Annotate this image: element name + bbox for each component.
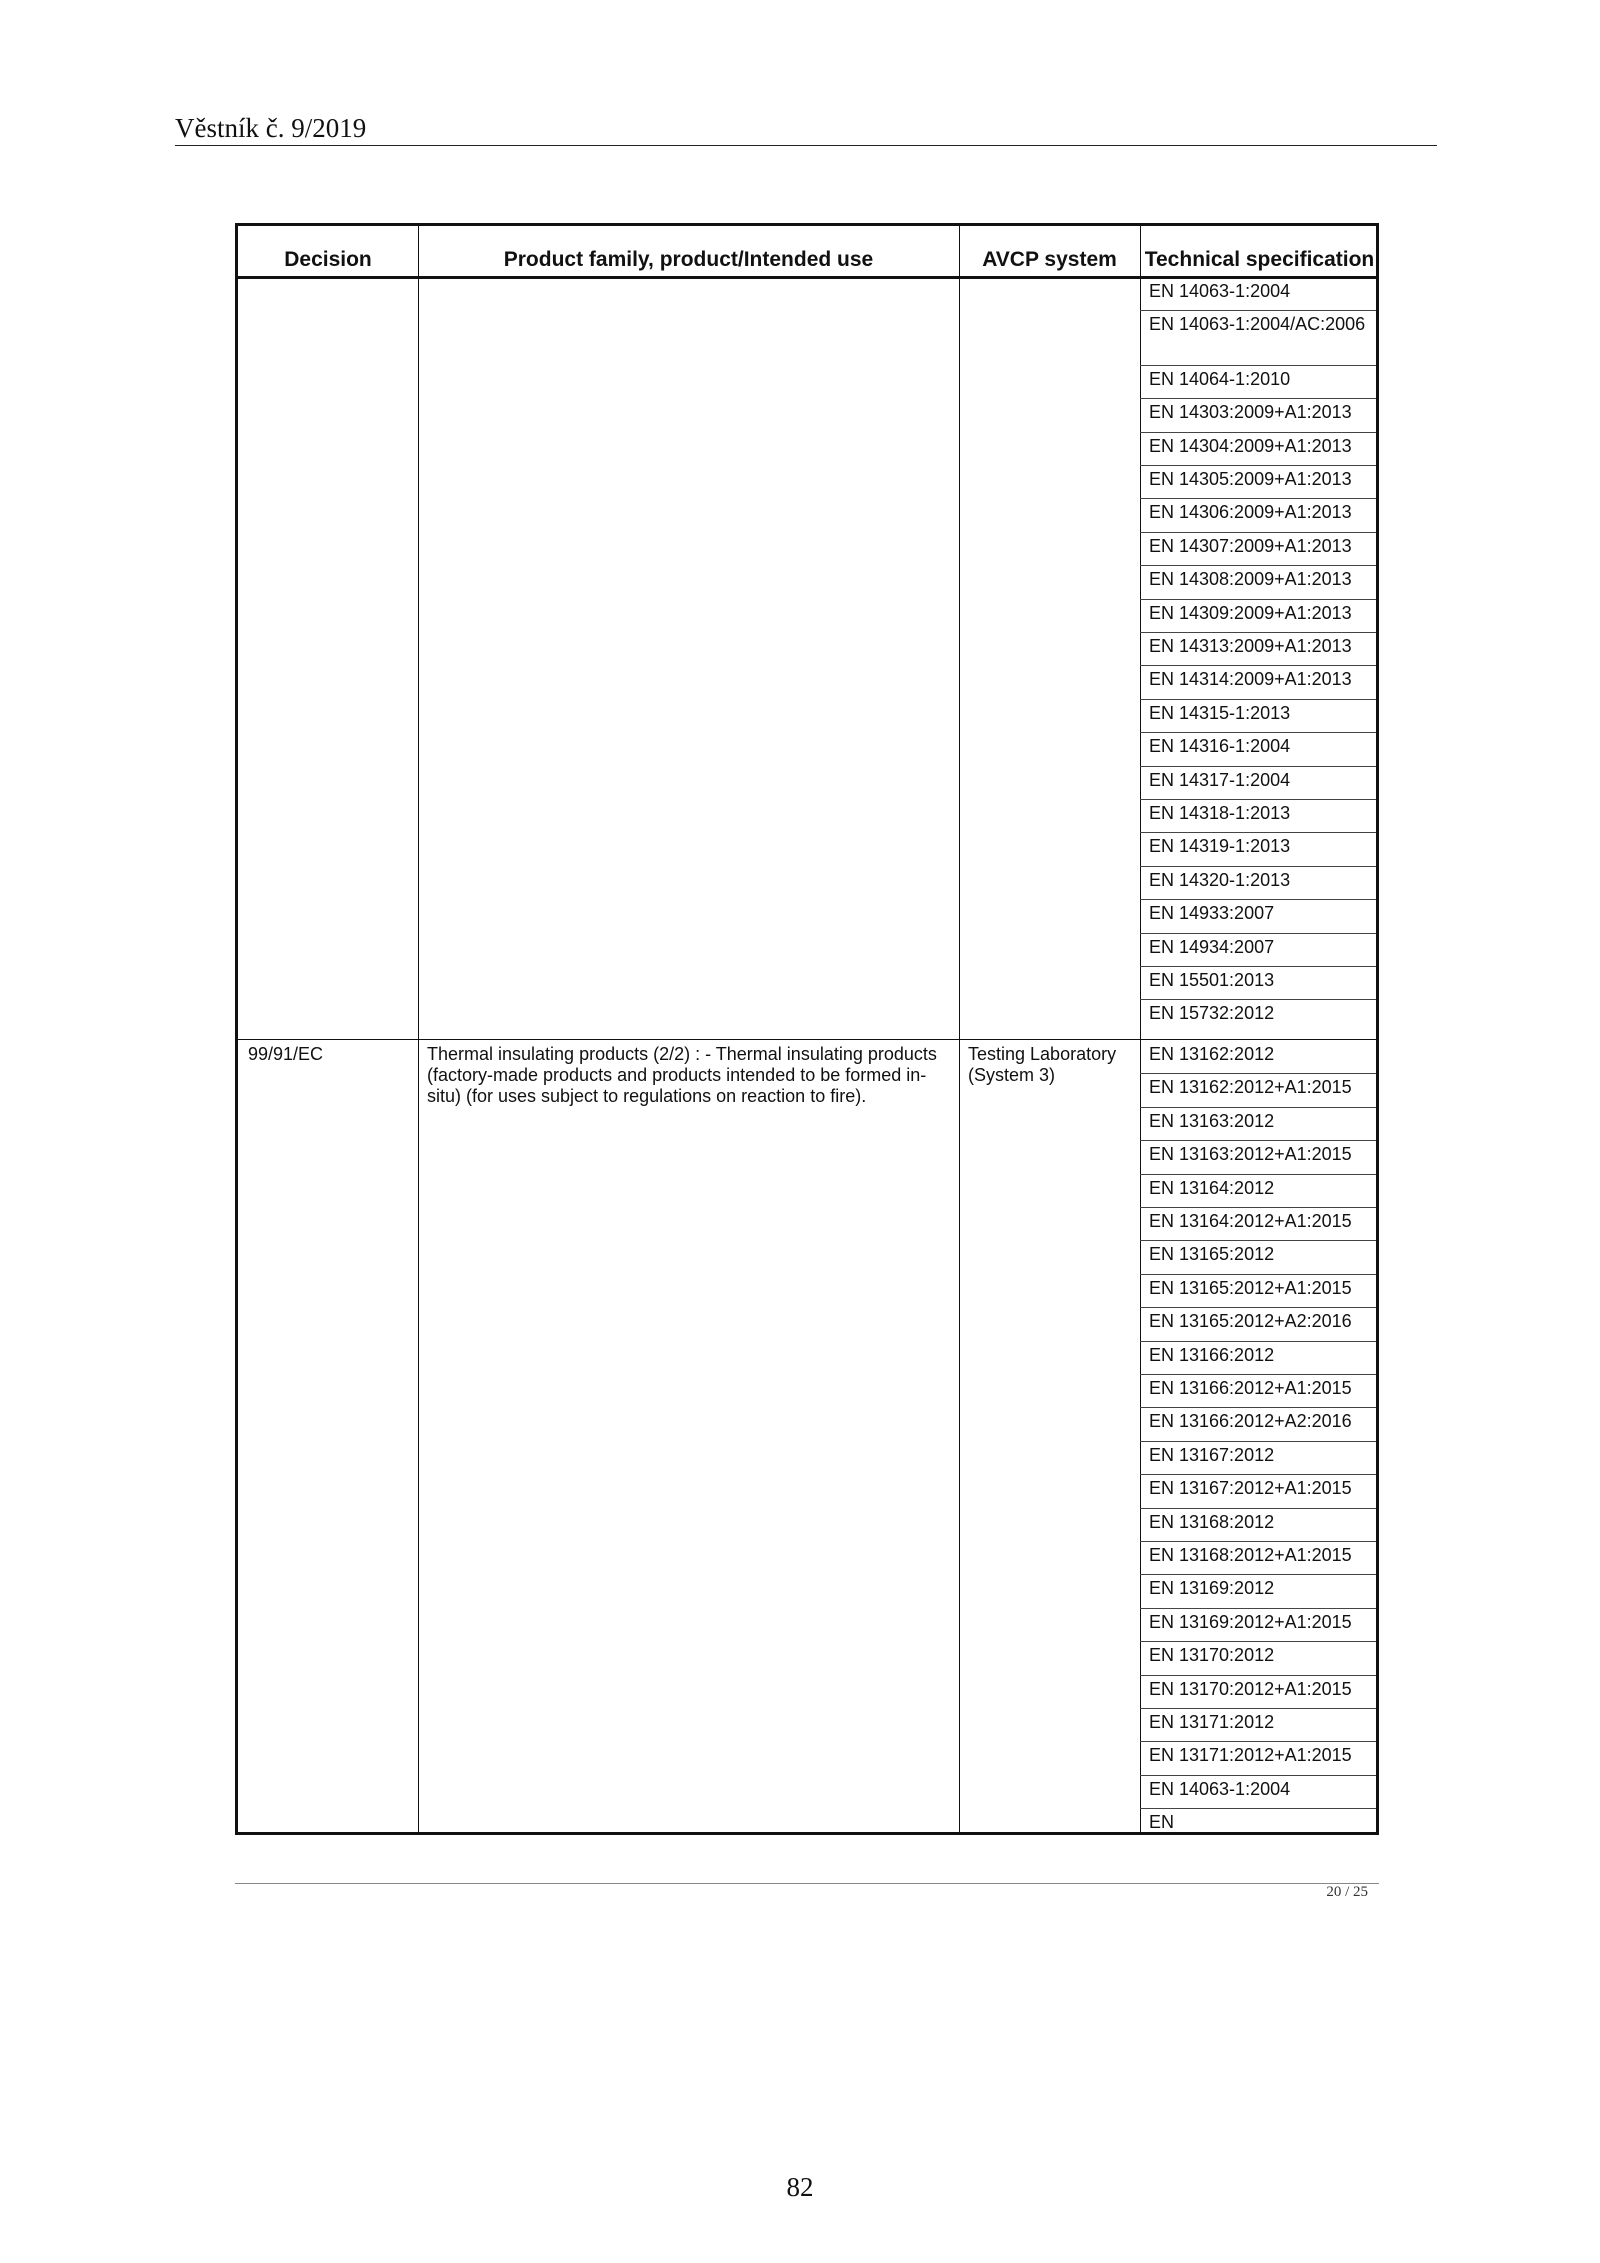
page-number: 82 — [786, 2172, 814, 2202]
spec-item: EN 13162:2012+A1:2015 — [1149, 1077, 1352, 1098]
spec-row-rule — [1140, 1240, 1376, 1241]
standards-table — [235, 223, 1379, 1835]
spec-item: EN 14304:2009+A1:2013 — [1149, 435, 1352, 456]
spec-item: EN 13166:2012+A2:2016 — [1149, 1411, 1352, 1432]
spec-row-rule — [1140, 1441, 1376, 1442]
spec-item: EN — [1149, 1812, 1175, 1833]
product-cell: Thermal insulating products (2/2) : - Thermal insulating products (factory-made products and products intended to be formed in-situ) (for uses subject to regulations on reaction to fire). — [427, 1044, 937, 1106]
spec-item: EN 13167:2012 — [1149, 1444, 1275, 1465]
spec-row-rule — [1140, 1407, 1376, 1408]
spec-row-rule — [1140, 1374, 1376, 1375]
spec-row-rule — [1140, 1608, 1376, 1609]
spec-row-rule — [1140, 966, 1376, 967]
spec-row-rule — [1140, 1675, 1376, 1676]
spec-row-rule — [1140, 665, 1376, 666]
spec-row-rule — [1140, 532, 1376, 533]
spec-row-rule — [1140, 398, 1376, 399]
spec-item: EN 13171:2012 — [1149, 1712, 1275, 1732]
spec-item: EN 14318-1:2013 — [1149, 803, 1291, 823]
spec-row-rule — [1140, 1808, 1376, 1809]
spec-item: EN 13166:2012 — [1149, 1344, 1275, 1365]
spec-row-rule — [1140, 1341, 1376, 1342]
spec-item: EN 14309:2009+A1:2013 — [1149, 602, 1352, 623]
header-avcp: AVCP system — [982, 248, 1117, 271]
row-separator — [238, 1039, 1376, 1040]
spec-item: EN 13170:2012 — [1149, 1645, 1275, 1666]
spec-item: EN 13165:2012+A1:2015 — [1149, 1277, 1352, 1298]
spec-row-rule — [1140, 1207, 1376, 1208]
spec-item: EN 13164:2012 — [1149, 1177, 1275, 1198]
spec-row-rule — [1140, 498, 1376, 499]
spec-row-rule — [1140, 1741, 1376, 1742]
spec-item: EN 14933:2007 — [1149, 903, 1275, 924]
header-decision: Decision — [284, 248, 372, 271]
spec-item: EN 15732:2012 — [1149, 1003, 1275, 1024]
spec-item: EN 13168:2012+A1:2015 — [1149, 1545, 1352, 1565]
spec-item: EN 13166:2012+A1:2015 — [1149, 1378, 1352, 1398]
spec-row-rule — [1140, 310, 1376, 311]
spec-row-rule — [1140, 1541, 1376, 1542]
spec-row-rule — [1140, 1174, 1376, 1175]
spec-row-rule — [1140, 732, 1376, 733]
spec-item: EN 13165:2012+A2:2016 — [1149, 1311, 1352, 1332]
spec-row-rule — [1140, 1073, 1376, 1074]
spec-row-rule — [1140, 1474, 1376, 1475]
column-divider — [959, 226, 960, 1832]
spec-item: EN 14305:2009+A1:2013 — [1149, 469, 1352, 489]
decision-cell: 99/91/EC — [248, 1044, 324, 1064]
spec-item: EN 13163:2012+A1:2015 — [1149, 1144, 1352, 1165]
spec-item: EN 13169:2012 — [1149, 1578, 1275, 1599]
spec-row-rule — [1140, 565, 1376, 566]
spec-row-rule — [1140, 999, 1376, 1000]
column-divider — [1140, 226, 1141, 1832]
spec-item: EN 13162:2012 — [1149, 1044, 1275, 1064]
header-rule — [238, 276, 1376, 279]
spec-row-rule — [1140, 1107, 1376, 1108]
spec-row-rule — [1140, 632, 1376, 633]
spec-row-rule — [1140, 1641, 1376, 1642]
spec-row-rule — [1140, 699, 1376, 700]
header-product: Product family, product/Intended use — [503, 248, 874, 271]
spec-item: EN 13165:2012 — [1149, 1244, 1275, 1265]
spec-item: EN 14320-1:2013 — [1149, 869, 1291, 890]
spec-item: EN 13164:2012+A1:2015 — [1149, 1211, 1352, 1231]
spec-row-rule — [1140, 1140, 1376, 1141]
spec-item: EN 14315-1:2013 — [1149, 702, 1291, 723]
header-spec: Technical specification — [1144, 248, 1375, 271]
avcp-cell: Testing Laboratory (System 3) — [968, 1044, 1117, 1085]
spec-item: EN 14313:2009+A1:2013 — [1149, 636, 1352, 656]
spec-row-rule — [1140, 1508, 1376, 1509]
spec-row-rule — [1140, 933, 1376, 934]
footer-page-count: 20 / 25 — [1326, 1884, 1368, 1900]
spec-row-rule — [1140, 832, 1376, 833]
spec-item: EN 14317-1:2004 — [1149, 769, 1291, 790]
spec-item: EN 13170:2012+A1:2015 — [1149, 1678, 1352, 1699]
spec-item: EN 13167:2012+A1:2015 — [1149, 1478, 1352, 1499]
spec-row-rule — [1140, 1307, 1376, 1308]
spec-row-rule — [1140, 1574, 1376, 1575]
spec-item: EN 14063-1:2004/AC:2006 — [1149, 314, 1366, 335]
spec-row-rule — [1140, 1274, 1376, 1275]
spec-row-rule — [1140, 866, 1376, 867]
spec-item: EN 14303:2009+A1:2013 — [1149, 402, 1352, 423]
spec-item: EN 13163:2012 — [1149, 1110, 1275, 1131]
spec-item: EN 13168:2012 — [1149, 1511, 1275, 1532]
journal-header: Věstník č. 9/2019 — [175, 112, 1437, 146]
spec-item: EN 15501:2013 — [1149, 970, 1275, 990]
spec-row-rule — [1140, 365, 1376, 366]
spec-row-rule — [1140, 799, 1376, 800]
spec-row-rule — [1140, 1775, 1376, 1776]
spec-item: EN 14307:2009+A1:2013 — [1149, 535, 1352, 556]
spec-row-rule — [1140, 465, 1376, 466]
spec-row-rule — [1140, 899, 1376, 900]
spec-item: EN 13171:2012+A1:2015 — [1149, 1745, 1352, 1766]
spec-item: EN 14063-1:2004 — [1149, 1778, 1291, 1799]
column-divider — [418, 226, 419, 1832]
spec-item: EN 14934:2007 — [1149, 936, 1275, 957]
footer-rule — [235, 1883, 1379, 1884]
spec-item: EN 14314:2009+A1:2013 — [1149, 669, 1352, 690]
spec-item: EN 14319-1:2013 — [1149, 836, 1291, 857]
spec-item: EN 14306:2009+A1:2013 — [1149, 502, 1352, 523]
spec-item: EN 14064-1:2010 — [1149, 368, 1291, 389]
spec-item: EN 14316-1:2004 — [1149, 736, 1291, 757]
spec-row-rule — [1140, 432, 1376, 433]
spec-item: EN 14308:2009+A1:2013 — [1149, 569, 1352, 590]
spec-item: EN 13169:2012+A1:2015 — [1149, 1611, 1352, 1632]
spec-item: EN 14063-1:2004 — [1149, 281, 1291, 301]
spec-row-rule — [1140, 1708, 1376, 1709]
spec-row-rule — [1140, 599, 1376, 600]
spec-row-rule — [1140, 766, 1376, 767]
